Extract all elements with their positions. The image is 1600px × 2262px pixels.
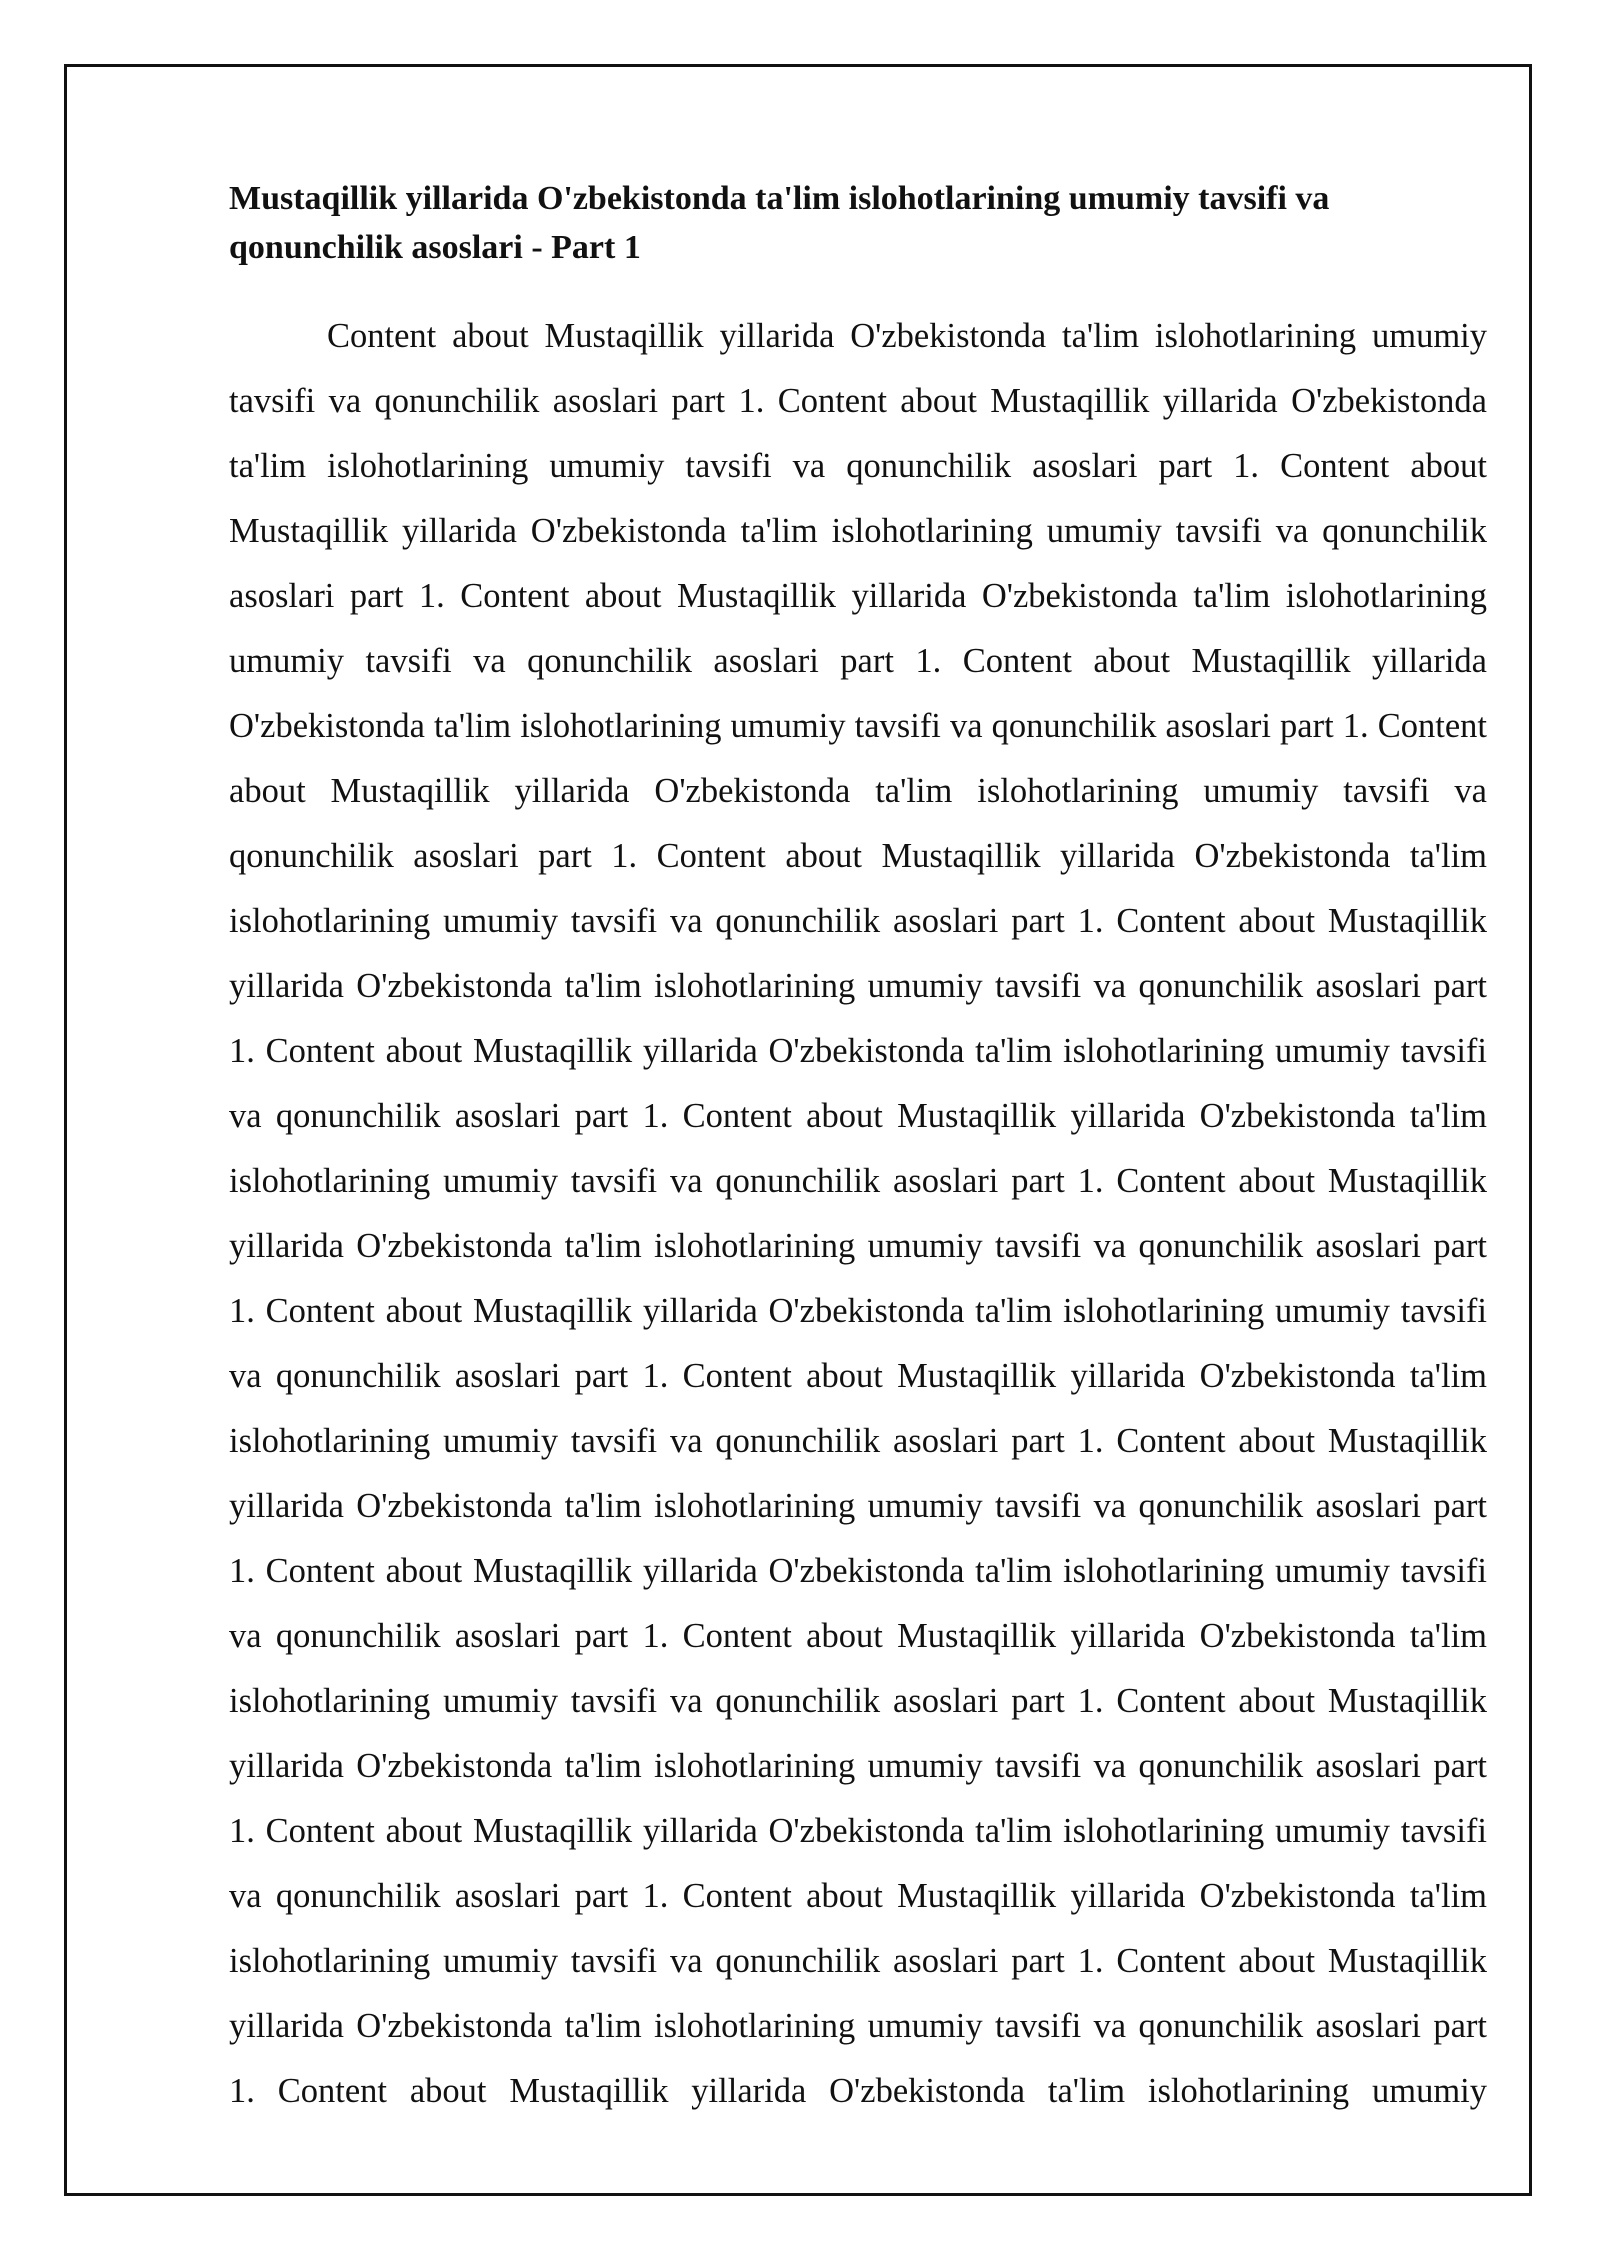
body-paragraph: Content about Mustaqillik yillarida O'zbekistonda ta'lim islohotlarining umumiy tavsifi va qonunchilik asoslari part 1. Content about Mustaqillik yillarida O'zbekistonda ta'lim islohotlarining umumiy tavsifi va qonunchilik asoslari part 1. Content about Mustaqillik yillarida O'zbekistonda ta'lim islohotlarining umumiy tavsifi va qonunchilik asoslari part 1. Content about Mustaqillik yillarida O'zbekistonda ta'lim islohotlarining umumiy tavsifi va qonunchilik asoslari part 1. Content about Mustaqillik yillarida O'zbekistonda ta'lim islohotlarining umumiy tavsifi va qonunchilik asoslari part 1. Content about Mustaqillik yillarida O'zbekistonda ta'lim islohotlarining umumiy tavsifi va qonunchilik asoslari part 1. Content about Mustaqillik yillarida O'zbekistonda ta'lim islohotlarining umumiy tavsifi va qonunchilik asoslari part 1. Content about Mustaqillik yillarida O'zbekistonda ta'lim islohotlarining umumiy tavsifi va qonunchilik asoslari part 1. Content about Mustaqillik yillarida O'zbekistonda ta'lim islohotlarining umumiy tavsifi va qonunchilik asoslari part 1. Content about Mustaqillik yillarida O'zbekistonda ta'lim islohotlarining umumiy tavsifi va qonunchilik asoslari part 1. Content about Mustaqillik yillarida O'zbekistonda ta'lim islohotlarining umumiy tavsifi va qonunchilik asoslari part 1. Content about Mustaqillik yillarida O'zbekistonda ta'lim islohotlarining umumiy tavsifi va qonunchilik asoslari part 1. Content about Mustaqillik yillarida O'zbekistonda ta'lim islohotlarining umumiy tavsifi va qonunchilik asoslari part 1. Content about Mustaqillik yillarida O'zbekistonda ta'lim islohotlarining umumiy tavsifi va qonunchilik asoslari part 1. Content about Mustaqillik yillarida O'zbekistonda ta'lim islohotlarining umumiy tavsifi va qonunchilik asoslari part 1. Content about Mustaqillik yillarida O'zbekistonda ta'lim islohotlarining umumiy tavsifi va qonunchilik asoslari part 1. Content about Mustaqillik yillarida O'zbekistonda ta'lim islohotlarining umumiy tavsifi va qonunchilik asoslari part 1. Content about Mustaqillik yillarida O'zbekistonda ta'lim islohotlarining umumiy tavsifi va qonunchilik asoslari part 1. Content about Mustaqillik yillarida O'zbekistonda ta'lim islohotlarining umumiy tavsifi va qonunchilik asoslari part 1. Content about Mustaqillik yillarida O'zbekistonda ta'lim islohotlarining umumiy tavsifi va qonunchilik asoslari part 1. Content about Mustaqillik yillarida O'zbekistonda ta'lim islohotlarining umumiy [229, 317, 1487, 2110]
document-title: Mustaqillik yillarida O'zbekistonda ta'lim islohotlarining umumiy tavsifi va qonunchilik asoslari - Part 1 [229, 180, 1330, 266]
